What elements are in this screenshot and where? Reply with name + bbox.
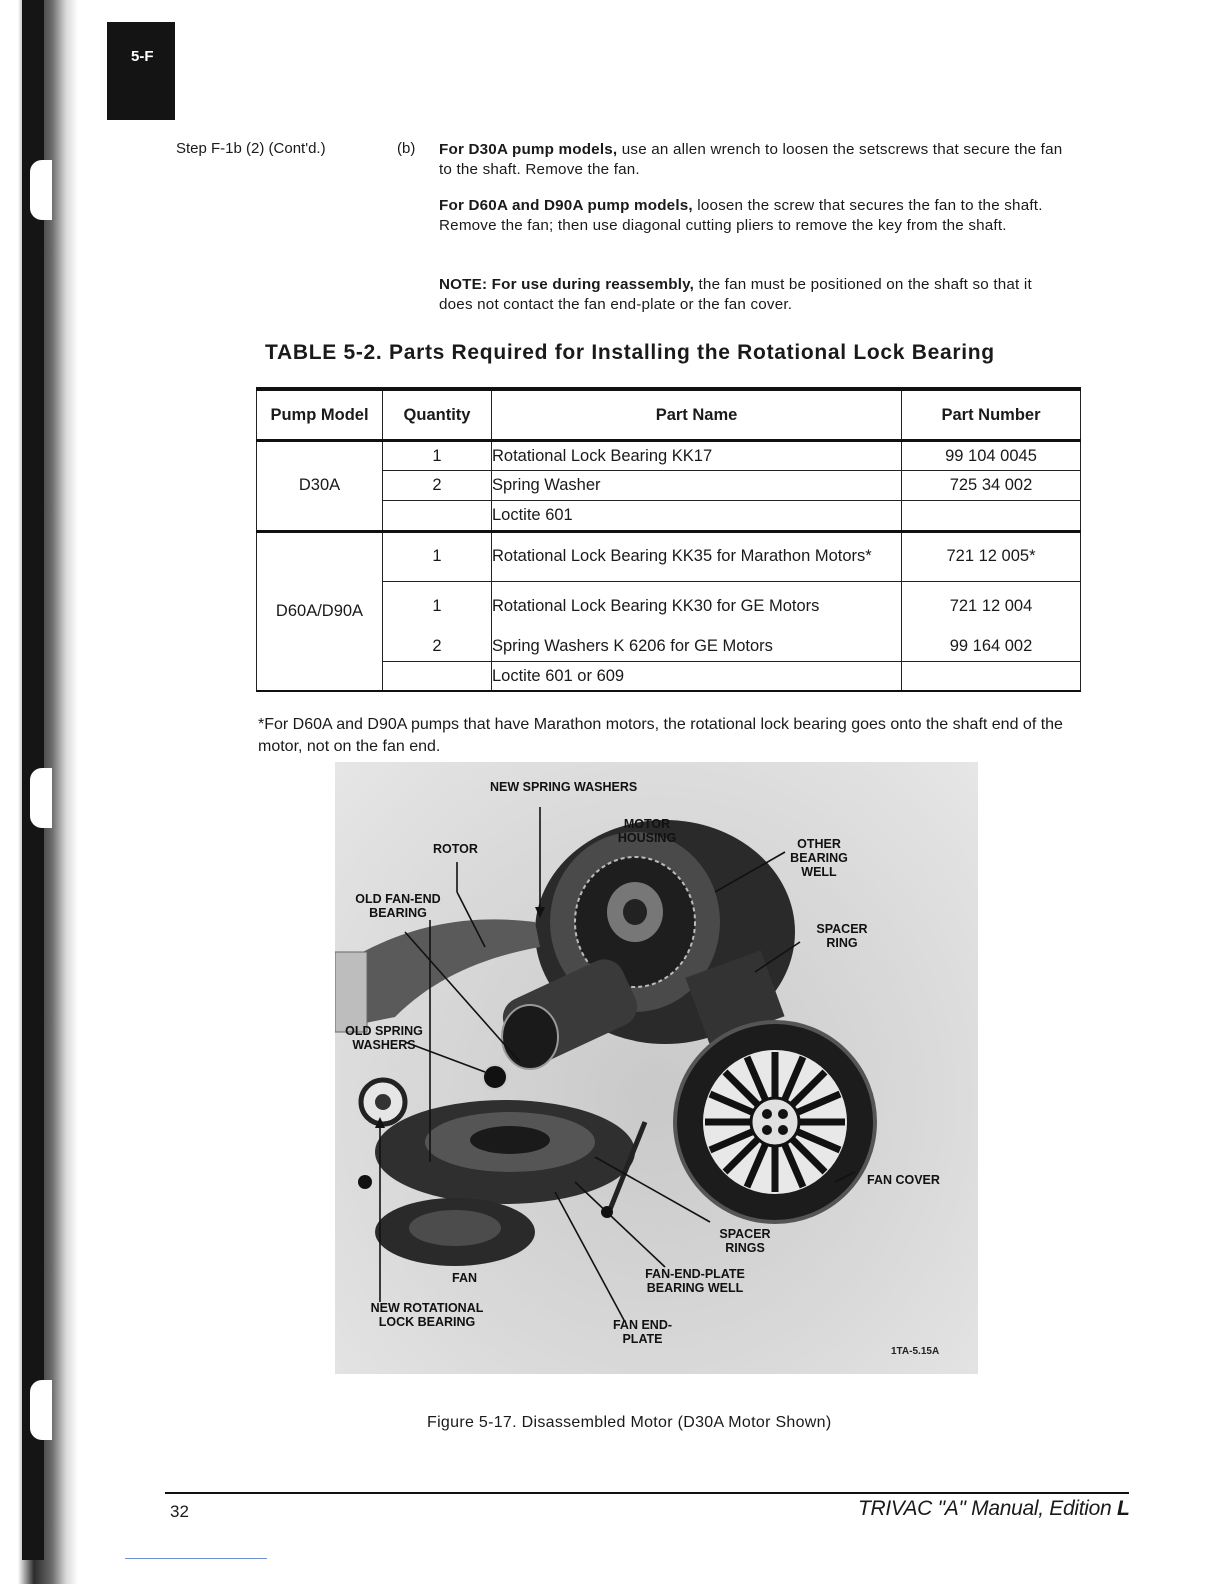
fan-end-plate-shape <box>375 1100 635 1204</box>
label-old-fan-end-bearing: OLD FAN-END BEARING <box>355 892 441 920</box>
table-title: TABLE 5-2. Parts Required for Installing the Rotational Lock Bearing <box>265 341 995 364</box>
quantity-cell: 2 <box>383 471 492 501</box>
instruction-lead: For D60A and D90A pump models, <box>439 197 693 214</box>
manual-title-text: TRIVAC "A" Manual, Edition <box>858 1497 1117 1520</box>
figure-id: 1TA-5.15A <box>891 1346 940 1357</box>
label-old-spring-washers: OLD SPRING WASHERS <box>345 1024 423 1052</box>
header-pump-model: Pump Model <box>257 389 383 441</box>
fan-shape <box>375 1198 535 1266</box>
punch-hole-bottom <box>30 1380 52 1440</box>
label-spacer-ring: SPACER RING <box>816 922 868 950</box>
old-bearing-shape <box>361 1080 405 1124</box>
part-number-cell: 721 12 005* <box>902 531 1081 581</box>
part-number-cell: 99 164 002 <box>902 632 1081 662</box>
reassembly-note <box>439 275 1069 315</box>
quantity-cell <box>383 662 492 691</box>
header-part-number: Part Number <box>902 389 1081 441</box>
footer-rule <box>165 1492 1129 1494</box>
label-motor-housing: MOTOR HOUSING <box>617 817 677 845</box>
quantity-cell: 1 <box>383 581 492 631</box>
fan-cover-shape <box>675 1022 875 1222</box>
instruction-d30a <box>439 140 1069 180</box>
part-name-cell: Rotational Lock Bearing KK30 for GE Motors <box>492 581 902 631</box>
label-fan-end-plate: FAN END-PLATE <box>612 1318 673 1346</box>
pump-model-cell: D60A/D90A <box>257 531 383 691</box>
instruction-text: loosen the screw that secures the fan to the shaft. Remove the fan; then use diagonal cutting pliers to remove the key from the shaft. <box>439 197 1043 234</box>
label-other-bearing-well: OTHER BEARING WELL <box>790 837 848 879</box>
table-footnote: *For D60A and D90A pumps that have Marathon motors, the rotational lock bearing goes onto the shaft end of the motor, not on the fan end. <box>258 716 1063 755</box>
note-lead: NOTE: For use during reassembly, <box>439 276 695 293</box>
label-rotor: ROTOR <box>433 842 478 856</box>
table-row <box>257 531 1081 581</box>
label-fan-cover: FAN COVER <box>867 1173 940 1187</box>
part-name-cell: Spring Washers K 6206 for GE Motors <box>492 632 902 662</box>
label-fan: FAN <box>452 1271 477 1285</box>
part-number-cell <box>902 662 1081 691</box>
part-name-cell: Loctite 601 or 609 <box>492 662 902 691</box>
pump-model-cell: D30A <box>257 441 383 532</box>
quantity-cell: 2 <box>383 632 492 662</box>
part-number-cell: 725 34 002 <box>902 471 1081 501</box>
punch-hole-middle <box>30 768 52 828</box>
section-tab: 5-F <box>107 22 175 120</box>
parts-table <box>256 387 1081 692</box>
label-new-rotational-lock-bearing: NEW ROTATIONAL LOCK BEARING <box>370 1301 484 1329</box>
quantity-cell: 1 <box>383 531 492 581</box>
manual-edition: L <box>1116 1497 1130 1520</box>
table-row <box>257 441 1081 471</box>
instruction-d60a-d90a <box>439 196 1069 236</box>
note-text: the fan must be positioned on the shaft so that it does not contact the fan end-plate or the fan cover. <box>439 276 1032 313</box>
part-name-cell: Rotational Lock Bearing KK17 <box>492 441 902 471</box>
instruction-text: use an allen wrench to loosen the setscrews that secure the fan to the shaft. Remove the fan. <box>439 141 1063 178</box>
part-number-cell: 721 12 004 <box>902 581 1081 631</box>
label-fan-end-plate-bearing-well: FAN-END-PLATE BEARING WELL <box>645 1267 745 1295</box>
item-letter: (b) <box>397 140 416 157</box>
figure-caption: Figure 5-17. Disassembled Motor (D30A Motor Shown) <box>427 1414 832 1431</box>
part-number-cell: 99 104 0045 <box>902 441 1081 471</box>
label-spacer-rings: SPACER RINGS <box>719 1227 771 1255</box>
table-header-row <box>257 389 1081 441</box>
small-spacer-shape <box>358 1175 372 1189</box>
link-underline <box>125 1558 267 1559</box>
quantity-cell: 1 <box>383 441 492 471</box>
sleeve-shape <box>335 952 367 1032</box>
part-number-cell <box>902 501 1081 531</box>
punch-hole-top <box>30 160 52 220</box>
part-name-cell: Spring Washer <box>492 471 902 501</box>
label-new-spring-washers: NEW SPRING WASHERS <box>490 780 638 794</box>
part-name-cell: Loctite 601 <box>492 501 902 531</box>
header-quantity: Quantity <box>383 389 492 441</box>
step-label: Step F-1b (2) (Cont'd.) <box>176 140 326 157</box>
instruction-lead: For D30A pump models, <box>439 141 618 158</box>
motor-photo-figure <box>335 762 978 1374</box>
header-part-name: Part Name <box>492 389 902 441</box>
part-name-cell: Rotational Lock Bearing KK35 for Marathon Motors* <box>492 531 902 581</box>
page-number: 32 <box>170 1502 189 1521</box>
manual-title <box>858 1497 1129 1521</box>
quantity-cell <box>383 501 492 531</box>
